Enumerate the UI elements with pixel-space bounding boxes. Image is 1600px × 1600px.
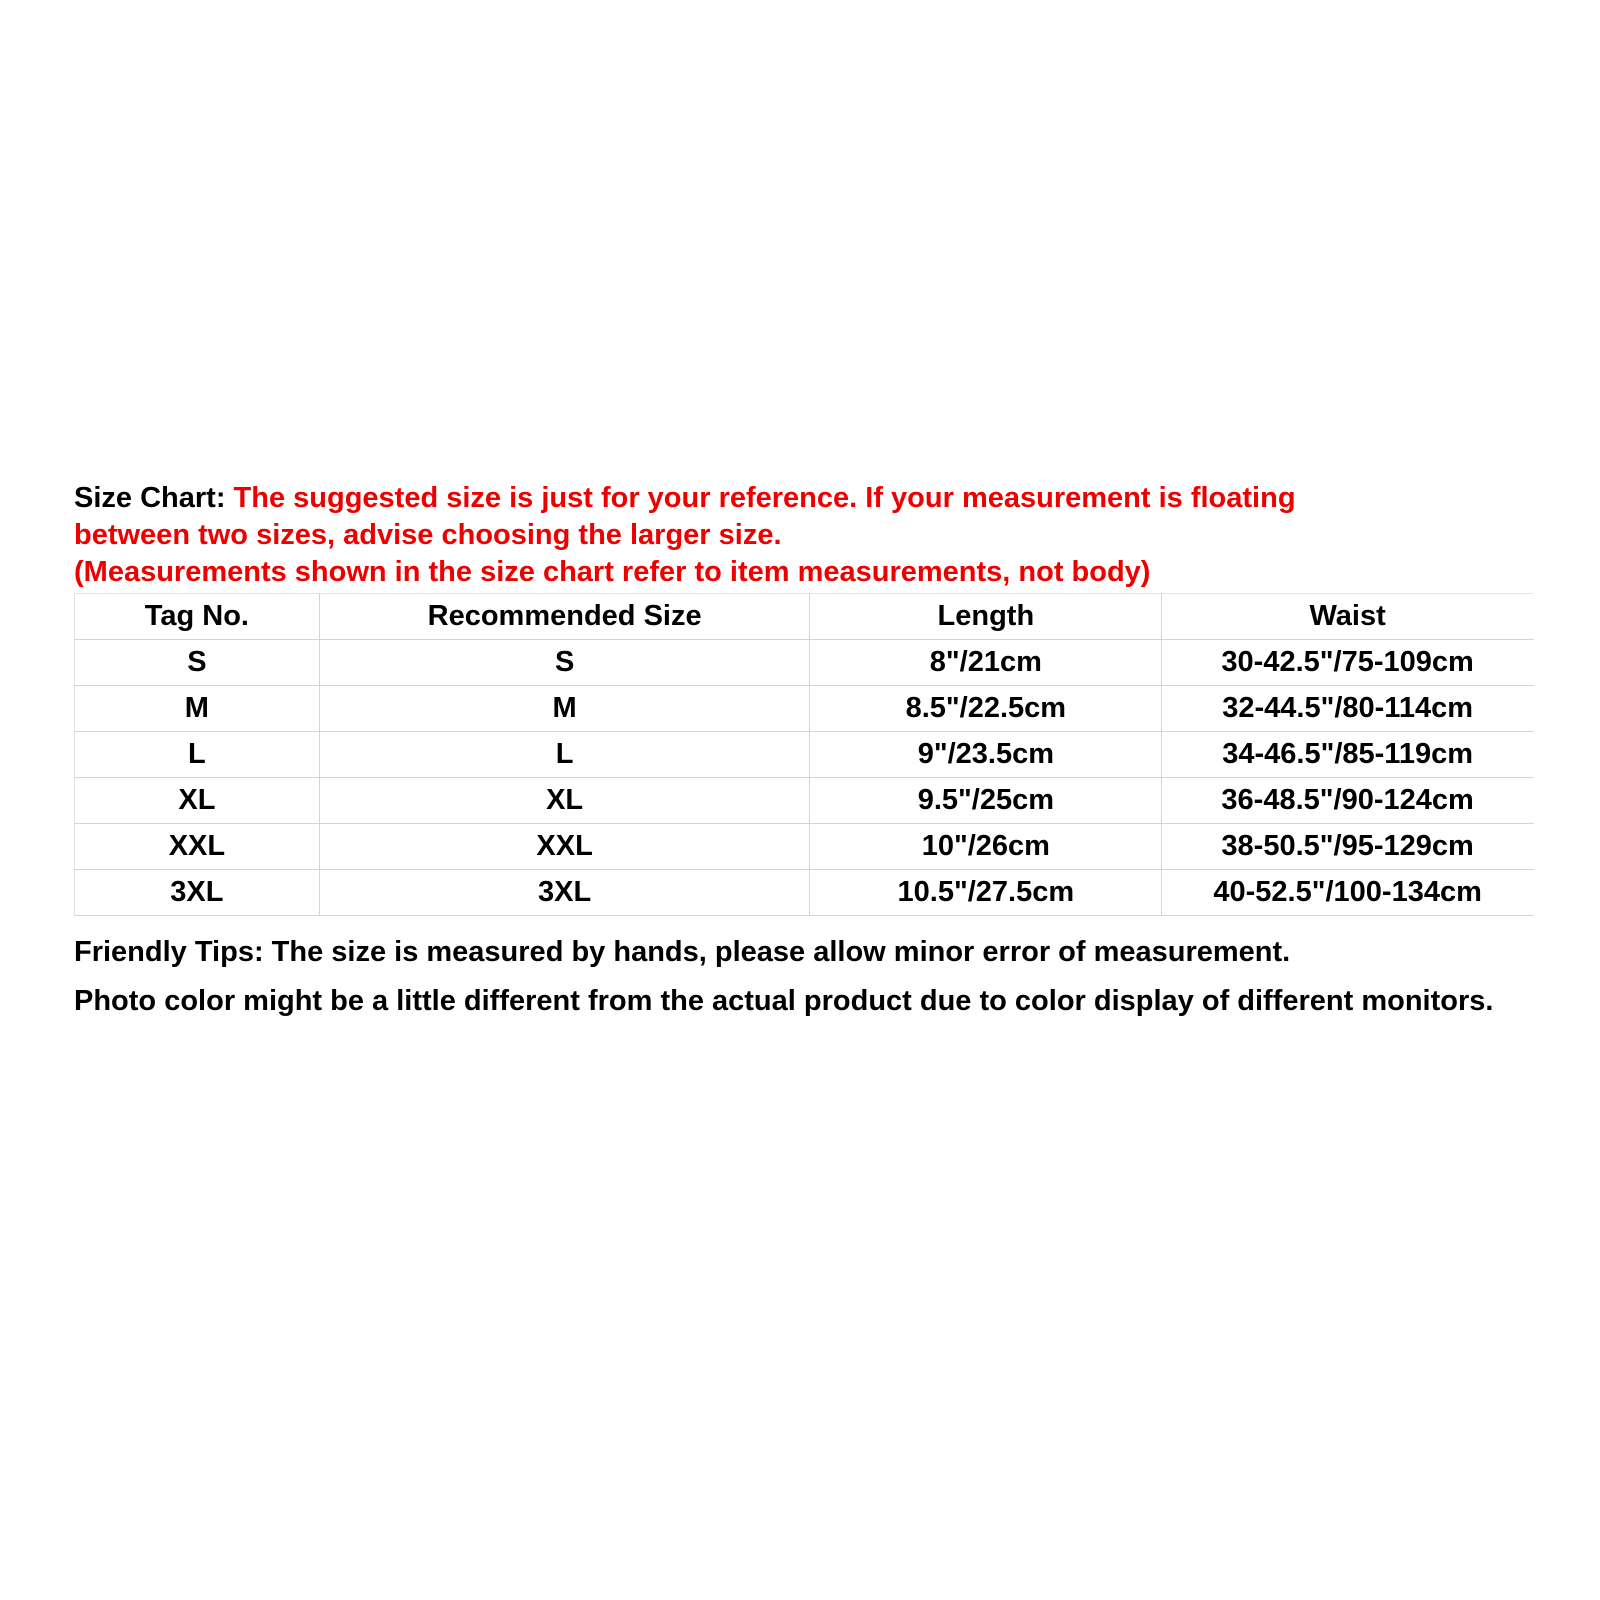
- size-chart-document: [74, 480, 1534, 1020]
- header-length: Length: [810, 594, 1162, 640]
- cell-tag-no: S: [75, 640, 320, 686]
- cell-recommended-size: L: [319, 732, 810, 778]
- cell-length: 8.5"/22.5cm: [810, 686, 1162, 732]
- size-chart-intro: [74, 480, 1534, 591]
- cell-recommended-size: XL: [319, 778, 810, 824]
- cell-tag-no: L: [75, 732, 320, 778]
- table-header-row: [75, 594, 1534, 640]
- cell-recommended-size: XXL: [319, 824, 810, 870]
- cell-waist: 30-42.5"/75-109cm: [1162, 640, 1534, 686]
- header-waist: Waist: [1162, 594, 1534, 640]
- size-table: [74, 593, 1534, 916]
- size-chart-label: Size Chart:: [74, 482, 234, 514]
- cell-tag-no: M: [75, 686, 320, 732]
- table-row: [75, 640, 1534, 686]
- cell-tag-no: XL: [75, 778, 320, 824]
- cell-waist: 38-50.5"/95-129cm: [1162, 824, 1534, 870]
- table-row: [75, 732, 1534, 778]
- table-row: [75, 778, 1534, 824]
- cell-waist: 34-46.5"/85-119cm: [1162, 732, 1534, 778]
- table-row: [75, 686, 1534, 732]
- cell-length: 10.5"/27.5cm: [810, 870, 1162, 916]
- cell-recommended-size: S: [319, 640, 810, 686]
- cell-tag-no: 3XL: [75, 870, 320, 916]
- photo-color-note: Photo color might be a little different from the actual product due to color display of different monitors.: [74, 985, 1494, 1017]
- table-row: [75, 870, 1534, 916]
- cell-length: 10"/26cm: [810, 824, 1162, 870]
- size-chart-reference-note: The suggested size is just for your reference. If your measurement is floating: [233, 482, 1296, 514]
- size-chart-larger-size-note: between two sizes, advise choosing the larger size.: [74, 519, 782, 551]
- cell-tag-no: XXL: [75, 824, 320, 870]
- cell-length: 8"/21cm: [810, 640, 1162, 686]
- cell-recommended-size: M: [319, 686, 810, 732]
- cell-length: 9"/23.5cm: [810, 732, 1162, 778]
- cell-waist: 32-44.5"/80-114cm: [1162, 686, 1534, 732]
- cell-waist: 40-52.5"/100-134cm: [1162, 870, 1534, 916]
- table-row: [75, 824, 1534, 870]
- cell-waist: 36-48.5"/90-124cm: [1162, 778, 1534, 824]
- header-recommended-size: Recommended Size: [319, 594, 810, 640]
- header-tag-no: Tag No.: [75, 594, 320, 640]
- size-chart-measurement-note: (Measurements shown in the size chart refer to item measurements, not body): [74, 556, 1151, 588]
- cell-recommended-size: 3XL: [319, 870, 810, 916]
- friendly-tips: Friendly Tips: The size is measured by hands, please allow minor error of measurement.: [74, 936, 1291, 968]
- cell-length: 9.5"/25cm: [810, 778, 1162, 824]
